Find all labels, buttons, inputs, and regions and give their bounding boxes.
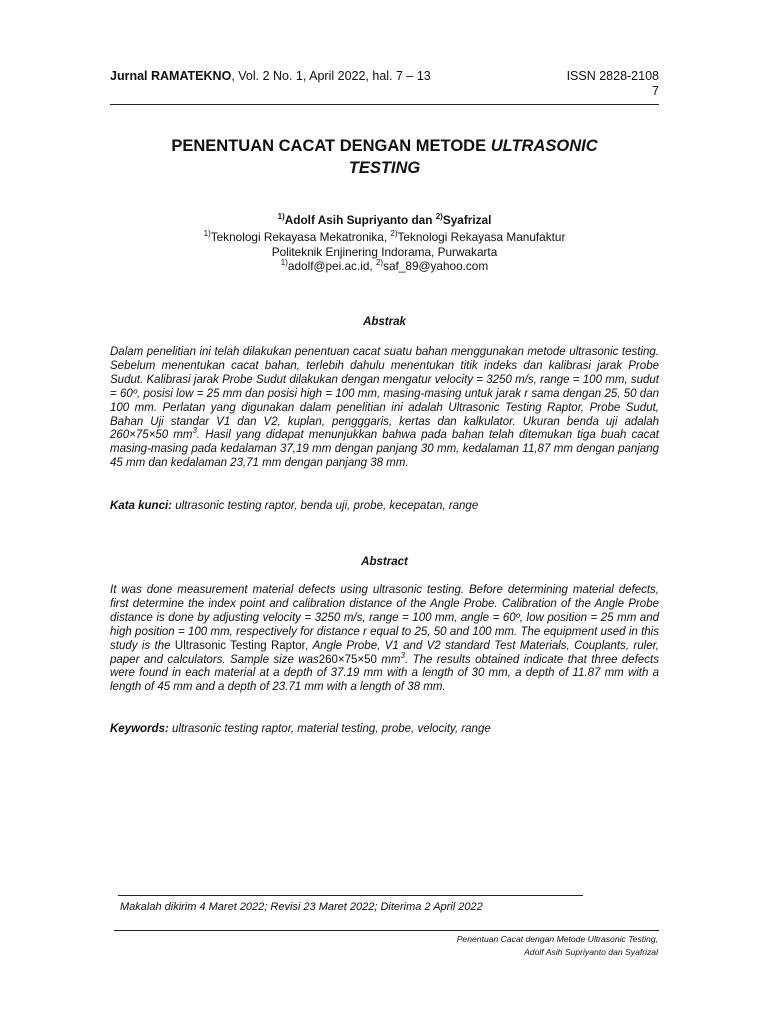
abstract-upright: Ultrasonic Testing Raptor [174,639,306,652]
journal-citation [110,69,431,83]
kata-kunci-label: Kata kunci: [110,500,172,512]
title-part1: PENENTUAN CACAT DENGAN METODE [171,137,491,155]
email-2: saf_89@yahoo.com [383,259,489,273]
footnote-rule [118,895,583,896]
dept-2: Teknologi Rekayasa Manufaktur [397,230,566,244]
author-sup-2: 2) [435,212,443,222]
abstract-text-c: mm [376,653,401,666]
abstrak-sup: 3 [192,426,197,436]
abstract-text-d: . The results obtained indicate that three defects were found in each material at a depth of 37.19 mm with a length of 30 mm, a depth of 11.87 mm with a length of 45 mm and a depth of 23.71 mm with a length of 38 mm. [110,653,659,694]
authors [110,213,659,227]
email-sup-2: 2) [375,258,384,268]
author-1: Adolf Asih Supriyanto dan [284,213,436,227]
abstract-sup: 3 [400,650,405,660]
title-part2: ULTRASONIC [490,137,598,155]
paper-title [110,135,659,179]
institution: Politeknik Enjinering Indorama, Purwakarta [271,245,498,259]
header-right [540,69,659,99]
page-number: 7 [652,84,659,98]
abstract-size: 260×75×50 [318,653,377,666]
abstrak-text [110,346,659,471]
author-2: Syafrizal [442,213,492,227]
abstract-text-b: , Angle Probe, V1 and V2 standard Test Materials, Couplants, ruler, paper and calculators. Sample size was [110,639,659,666]
keywords-label: Keywords: [110,723,169,735]
footer-line-1: Penentuan Cacat dengan Metode Ultrasonic Testing, [456,934,658,944]
email-sup-1: 1) [280,258,288,268]
running-footer [400,933,658,958]
abstrak-heading: Abstrak [363,316,406,328]
dept-sup-1: 1) [203,229,211,239]
kata-kunci-list: ultrasonic testing raptor, benda uji, probe, kecepatan, range [172,500,479,512]
abstract-text-a: It was done measurement material defects using ultrasonic testing. Before determining material defects, first determine the index point and calibration distance of the Angle Probe. Calibration of the Angle Probe distance is done by adjusting velocity = 3250 m/s, range = 100 mm, angle = 60º, low position = 25 mm and high position = 100 mm, respectively for distance r equal to 25, 50 and 100 mm. The equipment used in this study is the [110,584,659,652]
footnote: Makalah dikirim 4 Maret 2022; Revisi 23 Maret 2022; Diterima 2 April 2022 [120,901,483,913]
emails [110,259,659,273]
author-sup-1: 1) [277,212,285,222]
dept-sup-2: 2) [390,229,398,239]
kata-kunci [110,500,659,512]
footer-line-2: Adolf Asih Supriyanto dan Syafrizal [524,946,658,957]
journal-info: , Vol. 2 No. 1, April 2022, hal. 7 – 13 [231,69,431,83]
abstrak-text-a: Dalam penelitian ini telah dilakukan penentuan cacat suatu bahan menggunakan metode ultrasonic testing. Sebelum menentukan cacat bahan, terlebih dahulu menentukan titik indeks dan kalibrasi jarak Probe Sudut. Kalibrasi jarak Probe Sudut dilakukan dengan mengatur velocity = 3250 m/s, range = 100 mm, sudut = 60º, posisi low = 25 mm dan posisi high = 100 mm, masing-masing untuk jarak r sama dengan 25, 50 dan 100 mm. Perlatan yang digunakan dalam penelitian ini adalah Ultrasonic Testing Raptor, Probe Sudut, Bahan Uji standar V1 dan V2, kuplan, pengggaris, kertas dan kalkulator. Ukuran benda uji adalah 260×75×50 mm [110,346,659,442]
header-rule [110,104,659,105]
abstract-heading: Abstract [361,556,408,568]
abstrak-text-b: . Hasil yang didapat menunjukkan bahwa pada bahan telah ditemukan tiga buah cacat masing-masing pada kedalaman 37,19 mm dengan panjang 30 mm, kedalaman 11,87 mm dengan panjang 45 mm dan kedalaman 23,71 mm dengan panjang 38 mm. [110,429,659,470]
footer-rule [114,930,659,931]
affiliation-departments [110,230,659,244]
issn: ISSN 2828-2108 [566,69,659,83]
journal-name: Jurnal RAMATEKNO [110,69,232,83]
title-line2: TESTING [348,159,421,177]
dept-1: Teknologi Rekayasa Mekatronika, [210,230,391,244]
abstract-text [110,584,659,695]
keywords-list: ultrasonic testing raptor, material testing, probe, velocity, range [168,723,491,735]
email-1: adolf@pei.ac.id, [287,259,376,273]
keywords [110,723,659,735]
